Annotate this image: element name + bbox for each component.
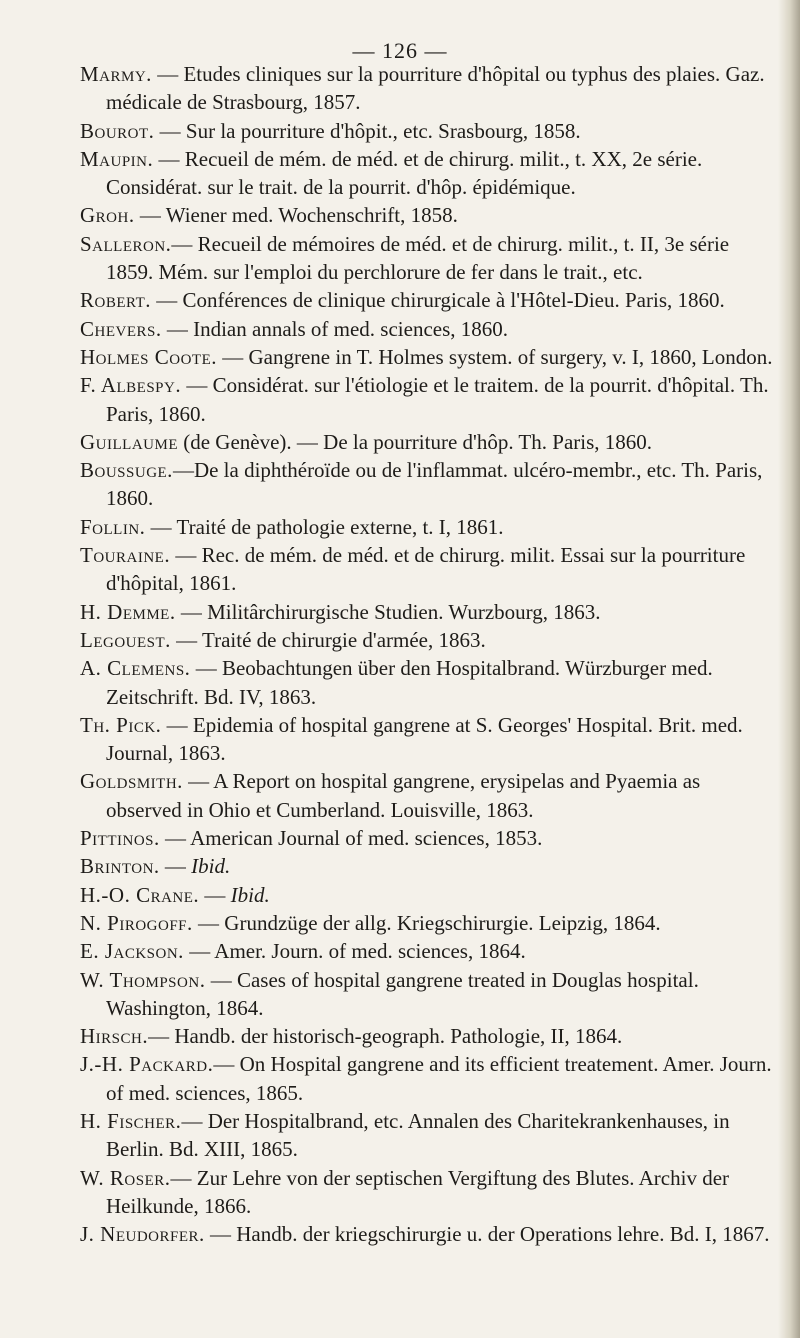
bibliography-entry [80,824,780,852]
entry-author: H. Demme. [80,599,176,624]
page-edge-shadow [778,0,800,1338]
bibliography-entry [80,456,780,513]
entry-text: — Traité de pathologie externe, t. I, 1861. [145,514,504,539]
entry-author: H. Fischer. [80,1108,182,1133]
bibliography-entry [80,767,780,824]
entry-author: Salleron. [80,231,172,256]
entry-author: Legouest. [80,627,171,652]
entry-author: Maupin. [80,146,154,171]
bibliography-entry [80,1107,780,1164]
bibliography-entry [80,909,780,937]
entry-author: N. Pirogoff. [80,910,193,935]
entry-text: — Indian annals of med. sciences, 1860. [161,316,509,341]
entry-text: — Militârchirurgische Studien. Wurzbourg, 1863. [175,599,601,624]
entry-author: J. Neudorfer. [80,1222,205,1247]
entry-text: — Conférences de clinique chirurgicale à l'Hôtel-Dieu. Paris, 1860. [151,288,725,313]
entry-ibid: Ibid. [191,854,231,879]
bibliography-entry [80,201,780,229]
entry-text: — Zur Lehre von der septischen Vergiftung des Blutes. Archiv der Heilkunde, 1866. [106,1165,730,1218]
bibliography-entry [80,371,780,428]
entry-author: Pittinos. [80,826,160,851]
entry-author: Follin. [80,514,146,539]
entry-text: — Wiener med. Wochenschrift, 1858. [134,203,458,228]
bibliography-entry [80,286,780,314]
bibliography-entry [80,513,780,541]
entry-text: — Rec. de mém. de méd. et de chirurg. milit. Essai sur la pourriture d'hôpital, 1861. [106,543,746,596]
entry-text: — Handb. der kriegschirurgie u. der Operations lehre. Bd. I, 1867. [204,1222,770,1247]
entry-text: — On Hospital gangrene and its efficient treatement. Amer. Journ. of med. sciences, 1865. [106,1052,772,1105]
entry-text: — [199,882,231,907]
bibliography-entry [80,343,780,371]
entry-text: — Der Hospitalbrand, etc. Annalen des Charitekrankenhauses, in Berlin. Bd. XIII, 1865. [106,1108,730,1162]
entry-text: — American Journal of med. sciences, 1853. [159,826,543,851]
entry-text: — Recueil de mémoires de méd. et de chirurg. milit., t. II, 3e série 1859. Mém. sur l'emploi du perchlorure de fer dans le trait., etc. [106,231,730,285]
entry-text: — Etudes cliniques sur la pourriture d'hôpital ou typhus des plaies. Gaz. médicale de Strasbourg, 1857. [106,62,765,115]
bibliography-entry [80,145,780,202]
entry-author: Brinton. [80,854,160,879]
entry-author: J.-H. Packard. [80,1052,214,1077]
bibliography-entry [80,654,780,711]
entry-text: — Handb. der historisch-geograph. Pathologie, II, 1864. [148,1024,623,1049]
entry-text: — Sur la pourriture d'hôpit., etc. Srasbourg, 1858. [154,118,581,143]
entry-author: Boussuge. [80,458,173,483]
bibliography-entry [80,60,780,117]
entry-author: W. Thompson. [80,967,206,992]
entry-author: Marmy. [80,62,152,86]
entry-author: Chevers. [80,316,162,341]
entry-author: Holmes Coote. [80,344,217,369]
entry-author: Th. Pick. [80,712,162,737]
bibliography-entry [80,937,780,965]
entry-text: — Amer. Journ. of med. sciences, 1864. [183,939,526,964]
entry-author: E. Jackson. [80,939,184,964]
entry-text: — [159,854,192,879]
bibliography-entry [80,541,780,598]
bibliography-entry [80,711,780,768]
bibliography-entry [80,117,780,145]
entry-author: Touraine. [80,543,171,568]
bibliography-entry [80,1022,780,1050]
bibliography-entry [80,1050,780,1107]
bibliography-entry [80,852,780,880]
entry-author: Guillaume [80,429,178,454]
entry-author: Groh. [80,203,135,228]
entry-author: F. Albespy. [80,373,182,398]
bibliography-entry [80,626,780,654]
entry-author: H.-O. Crane. [80,882,200,907]
bibliography-entry [80,315,780,343]
bibliography-entry [80,1220,780,1248]
bibliography-entry [80,598,780,626]
entry-text: — Traité de chirurgie d'armée, 1863. [170,627,486,652]
entry-author: Bourot. [80,118,155,143]
entry-text: — Grundzüge der allg. Kriegschirurgie. Leipzig, 1864. [192,910,661,935]
entry-text: — Beobachtungen über den Hospitalbrand. Würzburger med. Zeitschrift. Bd. IV, 1863. [106,656,713,709]
bibliography-entry [80,881,780,909]
bibliography-entry [80,1164,780,1221]
entry-text: — Gangrene in T. Holmes system. of surgery, v. I, 1860, London. [217,344,773,369]
entry-text: — Cases of hospital gangrene treated in Douglas hospital. Washington, 1864. [106,967,699,1020]
entry-author: W. Roser. [80,1165,171,1190]
entry-ibid: Ibid. [230,882,270,907]
entry-text: — Recueil de mém. de méd. et de chirurg. milit., t. XX, 2e série. Considérat. sur le trait. de la pourrit. d'hôp. épidémique. [106,146,703,200]
entry-text: — Epidemia of hospital gangrene at S. Georges' Hospital. Brit. med. Journal, 1863. [106,712,743,766]
entry-author: A. Clemens. [80,656,191,681]
bibliography-entry [80,966,780,1023]
bibliography-entry [80,428,780,456]
page-number: — 126 — [352,38,448,63]
entry-author: Hirsch. [80,1024,149,1049]
entry-author: Goldsmith. [80,769,183,794]
entry-author: Robert. [80,288,152,313]
entry-text: — A Report on hospital gangrene, erysipelas and Pyaemia as observed in Ohio et Cumberland. Louisville, 1863. [106,769,701,822]
entry-text: (de Genève). — De la pourriture d'hôp. Th. Paris, 1860. [177,429,653,454]
bibliography-entry [80,230,780,287]
entry-text: — Considérat. sur l'étiologie et le traitem. de la pourrit. d'hôpital. Th. Paris, 1860. [106,373,769,426]
entry-text: —De la diphthéroïde ou de l'inflammat. ulcéro-membr., etc. Th. Paris, 1860. [106,458,763,511]
bibliography-list [80,60,780,1248]
